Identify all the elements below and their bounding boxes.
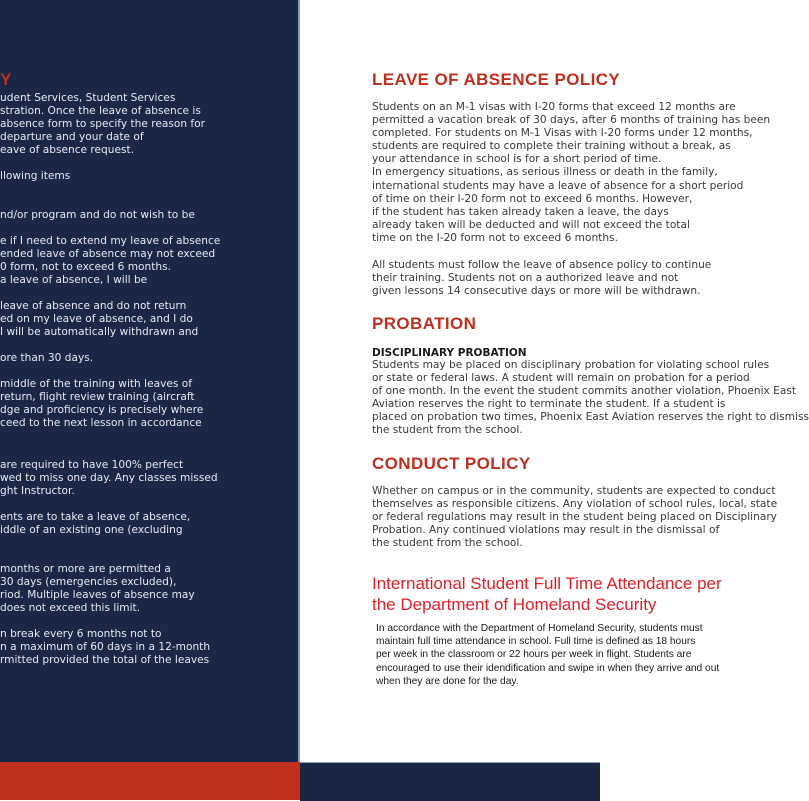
left-text-line: n a maximum of 60 days in a 12-month <box>0 641 211 653</box>
left-text-line: months or more are permitted a <box>0 563 171 575</box>
text-line: In accordance with the Department of Homeland Security, students must <box>376 623 703 634</box>
leave-policy-paragraph-1 <box>372 101 770 245</box>
international-attendance-heading <box>372 573 722 615</box>
conduct-policy-paragraph <box>372 485 777 550</box>
text-line: completed. For students on M-1 Visas with I-20 forms under 12 months, <box>372 127 753 140</box>
left-text-line: 0 form, not to exceed 6 months. <box>0 261 172 273</box>
left-text-line: ore than 30 days. <box>0 352 94 364</box>
text-line: or state or federal laws. A student will remain on probation for a period <box>372 372 750 385</box>
leave-of-absence-heading: LEAVE OF ABSENCE POLICY <box>372 70 621 89</box>
left-panel <box>0 0 298 762</box>
left-text-line: return, flight review training (aircraft <box>0 391 195 403</box>
left-text-line: rmitted provided the total of the leaves <box>0 654 210 666</box>
left-text-line: stration. Once the leave of absence is <box>0 105 201 117</box>
text-line: maintain full time attendance in school. Full time is defined as 18 hours <box>376 636 696 648</box>
left-text-line: leave of absence and do not return <box>0 300 187 312</box>
text-line: International Student Full Time Attendance per <box>372 574 722 593</box>
text-line: permitted a vacation break of 30 days, after 6 months of training has been <box>372 114 771 127</box>
international-attendance-paragraph <box>376 622 719 688</box>
text-line: Probation. Any continued violations may result in the dismissal of <box>372 524 720 537</box>
left-text-line: a leave of absence, I will be <box>0 274 148 286</box>
left-text-line: ents are to take a leave of absence, <box>0 511 191 523</box>
text-line: when they are done for the day. <box>376 675 519 687</box>
left-text-line: wed to miss one day. Any classes missed <box>0 472 218 484</box>
leave-policy-paragraph-2 <box>372 259 711 298</box>
left-text-line: eave of absence request. <box>0 144 135 156</box>
text-line: placed on probation two times, Phoenix East Aviation reserves the right to dismiss <box>372 411 809 424</box>
left-text-line: middle of the training with leaves of <box>0 378 192 390</box>
text-line: Students on an M-1 visas with I-20 forms that exceed 12 months are <box>372 101 736 113</box>
text-line: already taken will be deducted and will not exceed the total <box>372 218 690 231</box>
disciplinary-probation-subheading: DISCIPLINARY PROBATION <box>372 347 527 359</box>
text-line: given lessons 14 consecutive days or more will be withdrawn. <box>372 285 701 298</box>
left-text-line: ed on my leave of absence, and I do <box>0 313 193 325</box>
text-line: the student from the school. <box>372 537 523 550</box>
text-line: time on the I-20 form not to exceed 6 months. <box>372 231 618 244</box>
left-text-line: are required to have 100% perfect <box>0 459 184 471</box>
conduct-policy-heading: CONDUCT POLICY <box>372 454 531 473</box>
probation-heading: PROBATION <box>372 314 477 333</box>
left-text-line: I will be automatically withdrawn and <box>0 326 199 338</box>
text-line: or federal regulations may result in the student being placed on Disciplinary <box>372 511 777 524</box>
left-text-line: n break every 6 months not to <box>0 628 162 640</box>
left-text-line: 30 days (emergencies excluded), <box>0 576 177 588</box>
text-line: In emergency situations, as serious illness or death in the family, <box>372 166 718 179</box>
text-line: All students must follow the leave of absence policy to continue <box>372 259 712 271</box>
left-text-line: iddle of an existing one (excluding <box>0 524 183 536</box>
text-line: of time on their I-20 form not to exceed 6 months. However, <box>372 192 693 205</box>
left-text-line: e if I need to extend my leave of absence <box>0 235 221 247</box>
text-line: the student from the school. <box>372 424 523 437</box>
text-line: encouraged to use their idendification and swipe in when they arrive and out <box>376 662 720 674</box>
right-panel <box>300 0 809 762</box>
text-line: if the student has taken already taken a leave, the days <box>372 205 669 218</box>
text-line: students are required to complete their training without a break, as <box>372 140 731 153</box>
text-line: Whether on campus or in the community, students are expected to conduct <box>372 485 776 497</box>
left-text-line: ght Instructor. <box>0 485 75 497</box>
text-line: Aviation reserves the right to terminate the student. If a student is <box>372 398 726 411</box>
footer-bar-red <box>0 762 300 800</box>
text-line: the Department of Homeland Security <box>372 595 657 614</box>
footer-bar-navy <box>300 762 600 801</box>
left-text-line: does not exceed this limit. <box>0 602 141 614</box>
left-text-line: ceed to the next lesson in accordance <box>0 417 202 429</box>
left-text-line: dge and proficiency is precisely where <box>0 404 204 416</box>
left-heading-fragment: Y <box>0 70 12 89</box>
left-text-line: absence form to specify the reason for <box>0 118 205 130</box>
text-line: your attendance in school is for a short period of time. <box>372 153 662 166</box>
left-text-line: ended leave of absence may not exceed <box>0 248 216 260</box>
left-text-line: llowing items <box>0 170 71 182</box>
text-line: per week in the classroom or 22 hours per week in flight. Students are <box>376 649 692 661</box>
text-line: of one month. In the event the student commits another violation, Phoenix East <box>372 385 797 398</box>
left-text-line: departure and your date of <box>0 131 144 143</box>
text-line: their training. Students not on a authorized leave and not <box>372 272 679 285</box>
text-line: Students may be placed on disciplinary probation for violating school rules <box>372 359 770 371</box>
left-text-line: riod. Multiple leaves of absence may <box>0 589 195 601</box>
text-line: themselves as responsible citizens. Any violation of school rules, local, state <box>372 498 778 511</box>
left-text-line: udent Services, Student Services <box>0 92 176 104</box>
left-text-line: nd/or program and do not wish to be <box>0 209 195 221</box>
text-line: international students may have a leave of absence for a short period <box>372 179 744 192</box>
probation-paragraph <box>372 359 809 438</box>
